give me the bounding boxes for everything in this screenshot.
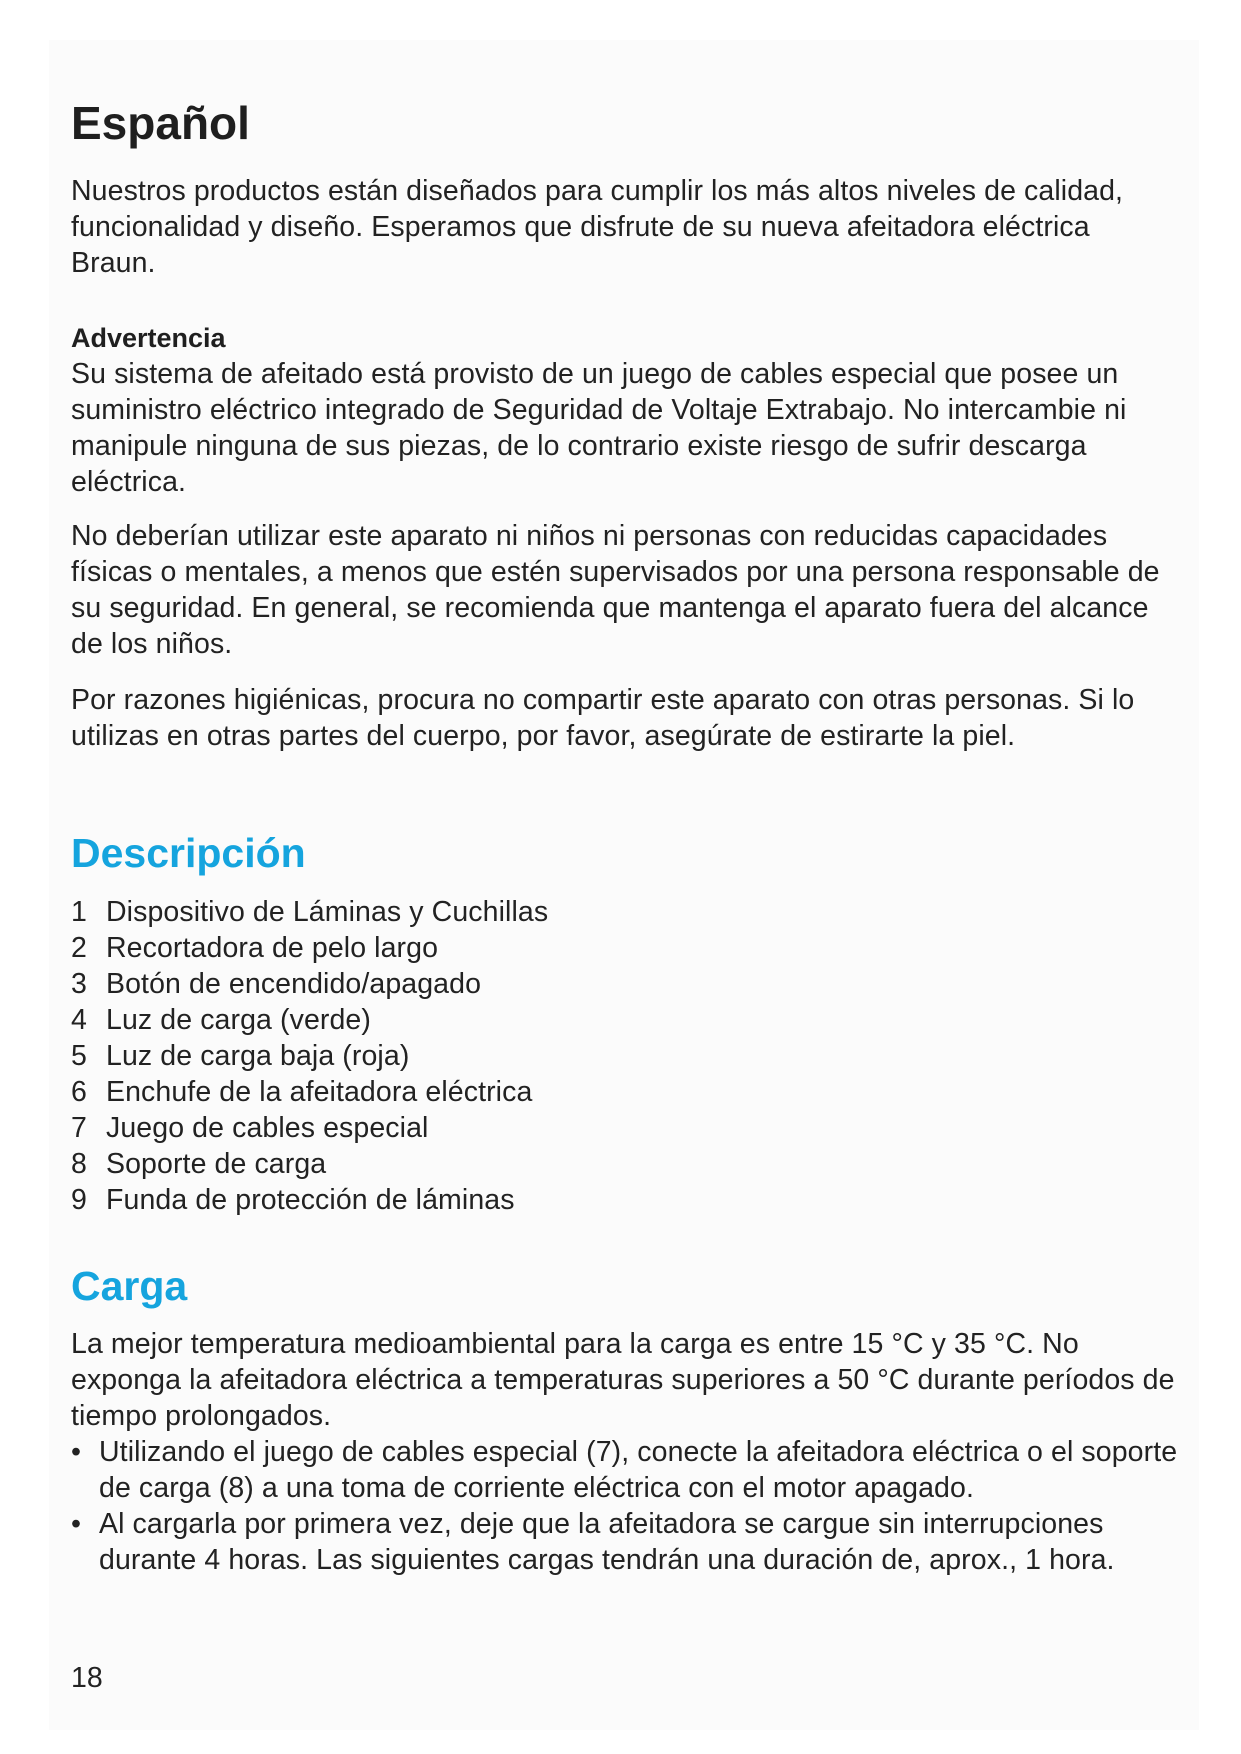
item-number: 6 [71, 1076, 87, 1108]
description-list [71, 894, 548, 1218]
page-number: 18 [71, 1662, 103, 1694]
item-number: 7 [71, 1112, 87, 1144]
item-text: Recortadora de pelo largo [106, 932, 439, 964]
item-number: 3 [71, 968, 87, 1000]
item-number: 2 [71, 932, 87, 964]
list-item [71, 1002, 548, 1038]
item-text: Soporte de carga [106, 1148, 327, 1180]
item-number: 4 [71, 1004, 87, 1036]
item-text: Luz de carga (verde) [106, 1004, 371, 1036]
item-text: Dispositivo de Láminas y Cuchillas [106, 896, 549, 928]
bullet-text: Utilizando el juego de cables especial (7), conecte la afeitadora eléctrica o el soporte de carga (8) a una toma de corriente eléctrica con el motor apagado. [99, 1436, 1178, 1504]
item-number: 5 [71, 1040, 87, 1072]
bullet-icon: • [71, 1436, 82, 1468]
list-item [71, 1074, 548, 1110]
warning-paragraph-voltage: Su sistema de afeitado está provisto de un juego de cables especial que posee un suministro eléctrico integrado de Seguridad de Voltaje Extrabajo. No intercambie ni manipule ninguna de sus piezas, de lo contrario existe riesgo de sufrir descarga eléctrica. [71, 358, 1127, 498]
item-number: 9 [71, 1184, 87, 1216]
charging-paragraph: La mejor temperatura medioambiental para la carga es entre 15 °C y 35 °C. No exponga la afeitadora eléctrica a temperaturas superiores a 50 °C durante períodos de tiempo prolongados. [71, 1328, 1175, 1432]
bullet-item [71, 1506, 1181, 1578]
intro-paragraph: Nuestros productos están diseñados para cumplir los más altos niveles de calidad, funcionalidad y diseño. Esperamos que disfrute de su nueva afeitadora eléctrica Braun. [71, 175, 1124, 279]
list-item [71, 1146, 548, 1182]
description-heading: Descripción [71, 830, 306, 876]
charging-heading: Carga [71, 1263, 188, 1309]
charging-bullet-list [71, 1434, 1181, 1578]
item-text: Botón de encendido/apagado [106, 968, 482, 1000]
item-text: Juego de cables especial [106, 1112, 429, 1144]
item-text: Funda de protección de láminas [106, 1184, 515, 1216]
list-item [71, 966, 548, 1002]
list-item [71, 894, 548, 930]
item-number: 8 [71, 1148, 87, 1180]
list-item [71, 1182, 548, 1218]
bullet-item [71, 1434, 1181, 1506]
bullet-icon: • [71, 1508, 82, 1540]
page-title: Español [71, 97, 250, 149]
list-item [71, 930, 548, 966]
bullet-text: Al cargarla por primera vez, deje que la afeitadora se cargue sin interrupciones durante 4 horas. Las siguientes cargas tendrán una duración de, aprox., 1 hora. [99, 1508, 1115, 1576]
list-item [71, 1110, 548, 1146]
warning-paragraph-hygiene: Por razones higiénicas, procura no compartir este aparato con otras personas. Si lo utilizas en otras partes del cuerpo, por favor, asegúrate de estirarte la piel. [71, 684, 1135, 752]
item-number: 1 [71, 896, 87, 928]
list-item [71, 1038, 548, 1074]
item-text: Enchufe de la afeitadora eléctrica [106, 1076, 533, 1108]
warning-paragraph-children: No deberían utilizar este aparato ni niños ni personas con reducidas capacidades físicas o mentales, a menos que estén supervisados por una persona responsable de su seguridad. En general, se recomienda que mantenga el aparato fuera del alcance de los niños. [71, 520, 1160, 660]
warning-heading: Advertencia [71, 323, 226, 353]
item-text: Luz de carga baja (roja) [106, 1040, 410, 1072]
